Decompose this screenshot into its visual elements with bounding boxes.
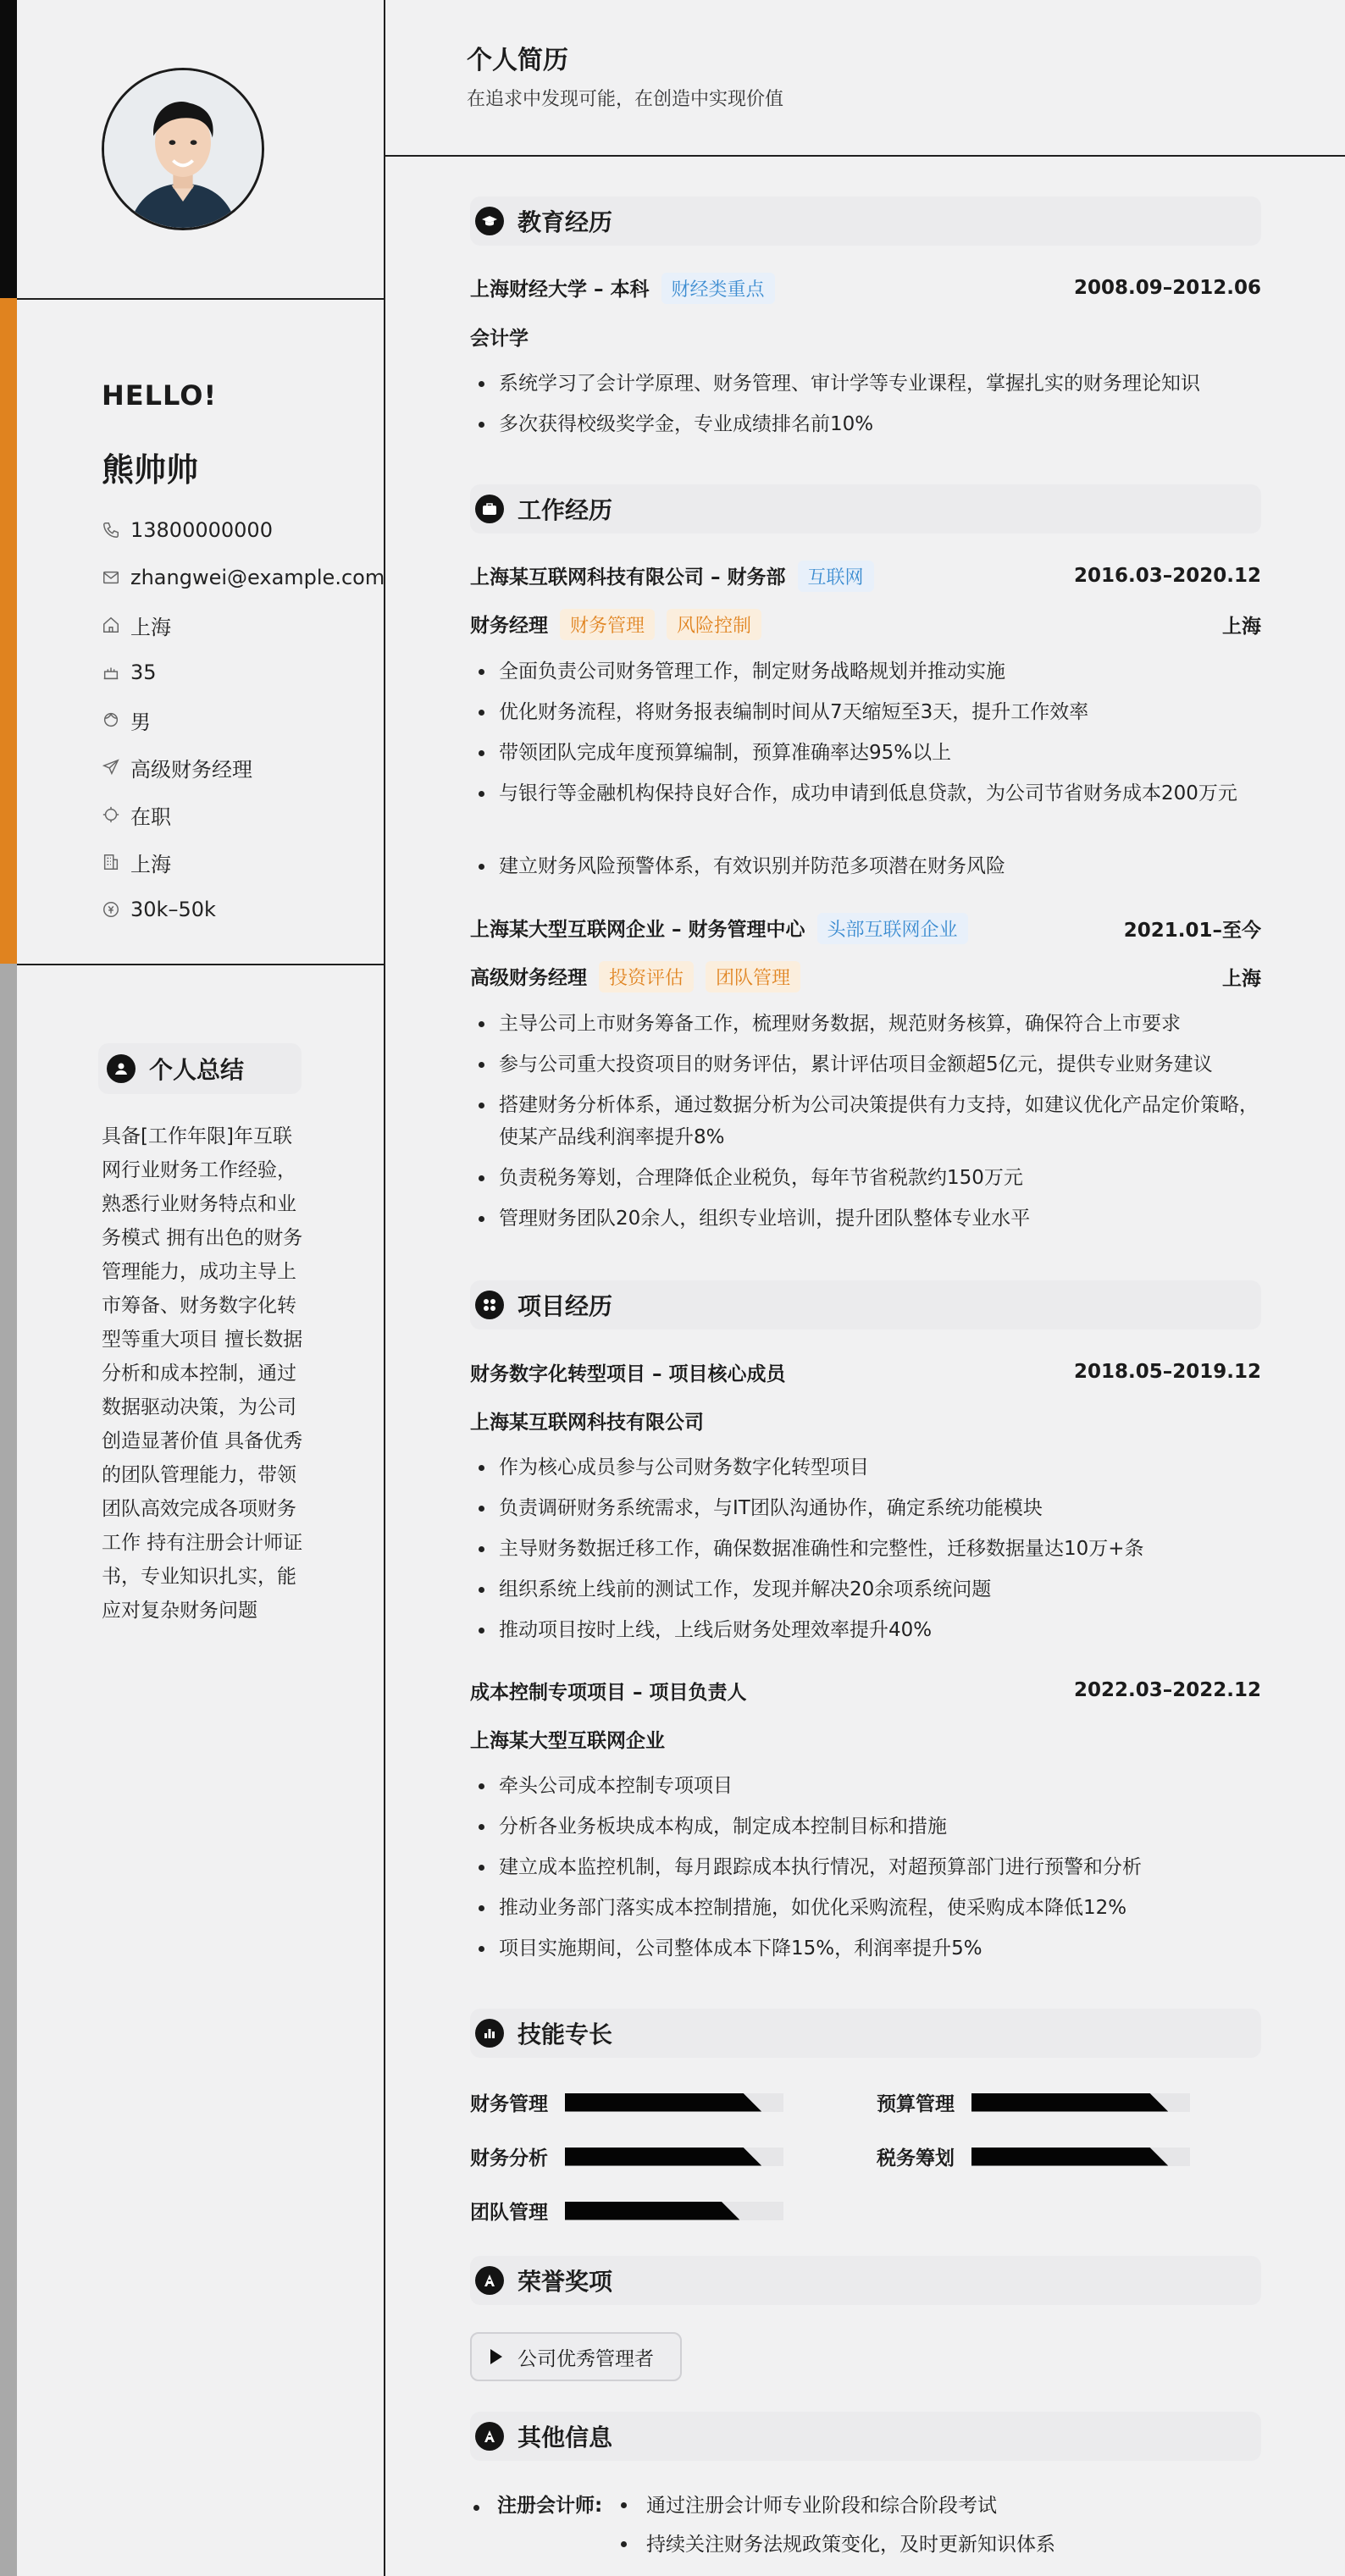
info-phone	[102, 506, 385, 554]
section-awards-heading	[470, 2256, 1261, 2305]
hello-heading: HELLO!	[102, 379, 218, 412]
salary-icon	[102, 900, 120, 919]
job-role-row	[470, 607, 1261, 641]
role-tag: 财务管理	[560, 609, 655, 640]
sidebar-divider	[17, 964, 385, 965]
list-item: 项目实施期间，公司整体成本下降15%，利润率提升5%	[470, 1932, 1261, 1973]
info-status	[102, 791, 385, 838]
list-item: 带领团队完成年度预算编制，预算准确率达95%以上	[470, 737, 1261, 777]
info-salary	[102, 886, 385, 933]
school-name: 上海财经大学 – 本科	[470, 278, 650, 301]
send-icon	[102, 758, 120, 777]
education-bullets	[470, 368, 1261, 449]
award-icon	[475, 2266, 504, 2295]
list-item: 管理财务团队20余人，组织专业培训，提升团队整体专业水平	[470, 1202, 1261, 1243]
skill-name: 预算管理	[877, 2093, 955, 2115]
list-item: 参与公司重大投资项目的财务评估，累计评估项目金额超5亿元，提供专业财务建议	[470, 1048, 1261, 1089]
list-item: 负责调研财务系统需求，与IT团队沟通协作，确定系统功能模块	[470, 1492, 1261, 1533]
section-title: 其他信息	[518, 2424, 613, 2452]
list-item: 系统学习了会计学原理、财务管理、审计学等专业课程，掌握扎实的财务理论知识	[470, 368, 1261, 408]
list-item: 建立成本监控机制，每月跟踪成本执行情况，对超预算部门进行预警和分析	[470, 1851, 1261, 1892]
info-age-text: 35	[130, 661, 157, 684]
job-tag: 互联网	[798, 561, 874, 592]
skill-name: 团队管理	[470, 2202, 548, 2224]
list-item: 建立财务风险预警体系，有效识别并防范多项潜在财务风险	[470, 850, 1261, 891]
role-tag: 风险控制	[667, 609, 761, 640]
list-item: 全面负责公司财务管理工作，制定财务战略规划并推动实施	[470, 655, 1261, 696]
list-item: 作为核心成员参与公司财务数字化转型项目	[470, 1451, 1261, 1492]
job-role: 高级财务经理	[470, 966, 587, 989]
skill-bar-fill	[971, 2148, 1168, 2166]
gender-icon	[102, 710, 120, 729]
page-subtitle: 在追求中发现可能，在创造中实现价值	[467, 89, 784, 110]
job-role: 财务经理	[470, 614, 548, 637]
education-date: 2008.09–2012.06	[1073, 277, 1261, 299]
major: 会计学	[470, 327, 529, 350]
project-name: 财务数字化转型项目 – 项目核心成员	[470, 1363, 786, 1385]
section-title: 荣誉奖项	[518, 2268, 613, 2296]
skill-item	[470, 2142, 783, 2170]
briefcase-icon	[475, 495, 504, 523]
other-label: 注册会计师:	[497, 2495, 603, 2517]
header-divider	[385, 155, 1345, 157]
school-tag: 财经类重点	[661, 273, 775, 304]
grid-icon	[475, 1291, 504, 1319]
skill-name: 财务管理	[470, 2093, 548, 2115]
project-company: 上海某大型互联网企业	[470, 1729, 665, 1752]
sidebar-divider	[17, 298, 385, 300]
job-company: 上海某大型互联网企业 – 财务管理中心	[470, 918, 805, 941]
info-email	[102, 554, 385, 601]
info-gender-text: 男	[130, 710, 151, 734]
other-info	[470, 2485, 1261, 2556]
phone-icon	[102, 521, 120, 539]
graduation-cap-icon	[475, 207, 504, 235]
sidebar-strip-gray	[0, 964, 17, 2576]
skill-item	[877, 2088, 1190, 2116]
project-company-row	[470, 1722, 1261, 1755]
role-tag: 投资评估	[599, 961, 694, 992]
summary-heading	[98, 1043, 302, 1094]
info-salary-text: 30k–50k	[130, 898, 216, 921]
job-bullets	[470, 655, 1261, 891]
list-item: 搭建财务分析体系，通过数据分析为公司决策提供有力支持，如建议优化产品定价策略，使某产品线利润率提升8%	[470, 1089, 1261, 1162]
list-item: 牵头公司成本控制专项项目	[470, 1770, 1261, 1810]
info-city	[102, 838, 385, 886]
list-item: 推动业务部门落实成本控制措施，如优化采购流程，使采购成本降低12%	[470, 1892, 1261, 1932]
project-bullets	[470, 1770, 1261, 1973]
list-item: 主导公司上市财务筹备工作，梳理财务数据，规范财务核算，确保符合上市要求	[470, 1008, 1261, 1048]
job-date: 2016.03–2020.12	[1073, 565, 1261, 587]
section-title: 教育经历	[518, 208, 613, 236]
skill-bar-fill	[971, 2093, 1168, 2112]
list-item: 与银行等金融机构保持良好合作，成功申请到低息贷款，为公司节省财务成本200万元	[470, 777, 1261, 850]
info-position-text: 高级财务经理	[130, 757, 252, 782]
summary-title: 个人总结	[149, 1056, 245, 1084]
project-header	[470, 1673, 1261, 1707]
status-icon	[102, 805, 120, 824]
list-item: 组织系统上线前的测试工作，发现并解决20余项系统问题	[470, 1573, 1261, 1614]
section-title: 技能专长	[518, 2020, 613, 2048]
job-date: 2021.01–至今	[1123, 919, 1261, 942]
info-status-text: 在职	[130, 804, 171, 829]
list-item: 推动项目按时上线，上线后财务处理效率提升40%	[470, 1614, 1261, 1655]
info-age	[102, 649, 385, 696]
home-icon	[102, 616, 120, 634]
education-entry-header	[470, 271, 1261, 305]
project-company-row	[470, 1403, 1261, 1437]
info-email-text: zhangwei@example.com	[130, 566, 385, 589]
section-projects-heading	[470, 1280, 1261, 1329]
section-other-heading	[470, 2412, 1261, 2461]
job-city: 上海	[1222, 967, 1261, 990]
list-item: 优化财务流程，将财务报表编制时间从7天缩短至3天，提升工作效率	[470, 696, 1261, 737]
page-title: 个人简历	[467, 46, 568, 75]
project-bullets	[470, 1451, 1261, 1655]
skill-bar	[565, 2148, 783, 2166]
list-item: 分析各业务板块成本构成，制定成本控制目标和措施	[470, 1810, 1261, 1851]
column-divider	[384, 0, 385, 2576]
avatar	[102, 68, 264, 230]
contact-info-list	[102, 506, 385, 933]
list-item: 通过注册会计师专业阶段和综合阶段考试	[646, 2495, 997, 2517]
section-title: 工作经历	[518, 496, 613, 524]
project-company: 上海某互联网科技有限公司	[470, 1411, 704, 1434]
info-phone-text: 13800000000	[130, 518, 273, 542]
section-education-heading	[470, 196, 1261, 246]
summary-text: 具备[工作年限]年互联网行业财务工作经验，熟悉行业财务特点和业务模式 拥有出色的财务管理能力，成功主导上市筹备、财务数字化转型等重大项目 擅长数据分析和成本控制，通过数据驱动决策，为公司创造显著价值 具备优秀的团队管理能力，带领团队高效完成各项财务工作 持有注册会计师证书，专业知识扎实，能应对复杂财务问题	[102, 1125, 303, 1622]
job-bullets	[470, 1008, 1261, 1243]
award-text: 公司优秀管理者	[518, 2347, 654, 2370]
skill-item	[470, 2088, 783, 2116]
skill-bar-fill	[565, 2093, 761, 2112]
skill-bar-fill	[565, 2148, 761, 2166]
user-icon	[107, 1054, 136, 1083]
job-tag: 头部互联网企业	[817, 913, 968, 944]
skill-bar	[971, 2093, 1190, 2112]
project-header	[470, 1355, 1261, 1389]
sidebar-strip-orange	[0, 298, 17, 964]
info-location-text: 上海	[130, 615, 171, 639]
job-header	[470, 559, 1261, 593]
profile-name: 熊帅帅	[102, 451, 199, 489]
education-major-row	[470, 320, 1261, 352]
list-item: 负责税务筹划，合理降低企业税负，每年节省税款约150万元	[470, 1162, 1261, 1202]
award-item	[470, 2332, 682, 2381]
sidebar-strip-black	[0, 0, 17, 298]
skill-item	[877, 2142, 1190, 2170]
skill-item	[470, 2197, 783, 2225]
section-skills-heading	[470, 2009, 1261, 2058]
job-company: 上海某互联网科技有限公司 – 财务部	[470, 566, 786, 589]
info-location	[102, 601, 385, 649]
info-position	[102, 744, 385, 791]
skill-bar-fill	[565, 2202, 739, 2220]
project-date: 2022.03–2022.12	[1073, 1679, 1261, 1701]
project-name: 成本控制专项项目 – 项目负责人	[470, 1681, 747, 1704]
list-item: 多次获得校级奖学金，专业成绩排名前10%	[470, 408, 1261, 449]
mail-icon	[102, 568, 120, 587]
info-city-text: 上海	[130, 852, 171, 876]
skill-name: 财务分析	[470, 2148, 548, 2170]
section-title: 项目经历	[518, 1292, 613, 1320]
cake-icon	[102, 663, 120, 682]
job-city: 上海	[1222, 615, 1261, 638]
job-header	[470, 911, 1261, 945]
info-gender	[102, 696, 385, 744]
skill-bar	[565, 2093, 783, 2112]
bar-chart-icon	[475, 2019, 504, 2048]
skill-name: 税务筹划	[877, 2148, 955, 2170]
play-icon	[490, 2349, 502, 2364]
skill-bar	[971, 2148, 1190, 2166]
award-icon	[475, 2422, 504, 2451]
building-icon	[102, 853, 120, 871]
list-item: 主导财务数据迁移工作，确保数据准确性和完整性，迁移数据量达10万+条	[470, 1533, 1261, 1573]
job-role-row	[470, 959, 1261, 993]
project-date: 2018.05–2019.12	[1073, 1361, 1261, 1383]
role-tag: 团队管理	[706, 961, 800, 992]
section-work-heading	[470, 484, 1261, 533]
list-item: 持续关注财务法规政策变化，及时更新知识体系	[646, 2534, 1055, 2556]
skill-bar	[565, 2202, 783, 2220]
